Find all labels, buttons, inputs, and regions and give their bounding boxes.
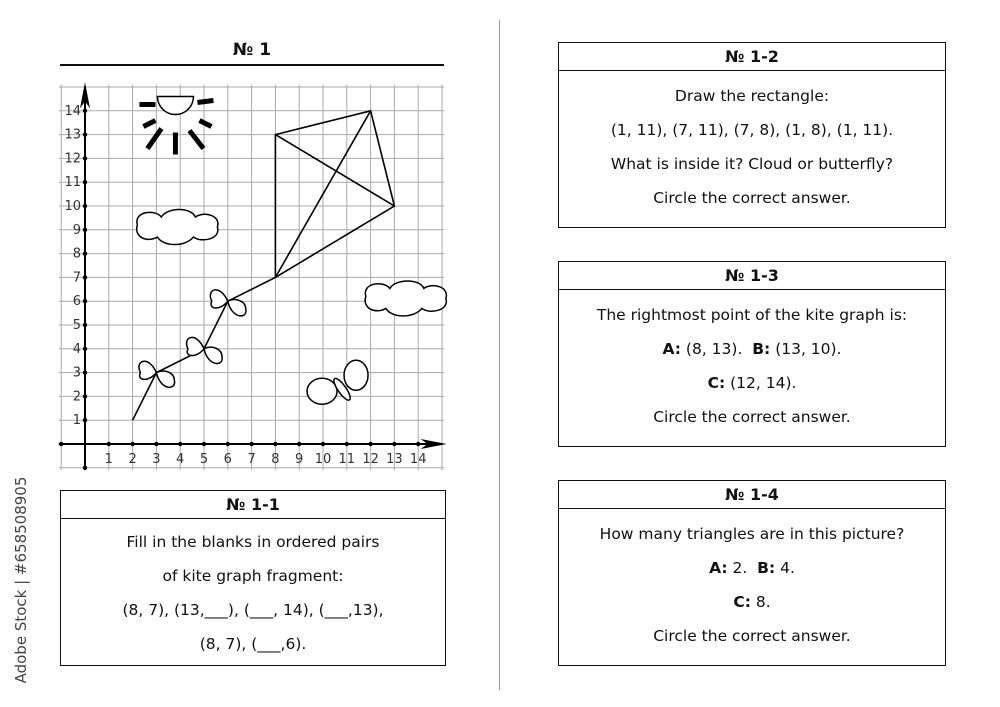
x-tick-label: 13	[386, 452, 403, 468]
task-1-1-box	[60, 490, 446, 666]
y-tick-label: 2	[72, 389, 81, 405]
task-line: Draw the rectangle:	[674, 87, 830, 105]
title-rule	[60, 64, 444, 66]
y-tick	[83, 204, 87, 208]
x-tick-label: 4	[176, 452, 185, 468]
task-1-2-box	[558, 42, 946, 228]
task-line: (8, 7), (___,6).	[199, 635, 307, 653]
y-tick	[83, 156, 87, 160]
series-kite-diagonal-1	[275, 135, 394, 206]
y-tick	[83, 251, 87, 255]
y-tick-label: 4	[72, 341, 81, 357]
exercise-title: № 1	[232, 40, 272, 60]
x-tick-label: 2	[128, 452, 137, 468]
sun-ray-icon	[199, 121, 211, 127]
task-header: № 1-4	[559, 481, 945, 509]
option-a-label: A:	[662, 340, 681, 358]
x-tick	[297, 442, 301, 446]
option-c-value: (12, 14).	[730, 374, 797, 392]
x-tick-label: 14	[409, 452, 427, 468]
x-tick-label: 1	[104, 452, 113, 468]
sun-ray-icon	[189, 131, 203, 149]
y-tick-label: 7	[72, 270, 81, 286]
x-tick-label: 8	[271, 452, 280, 468]
y-tick-label: 14	[64, 103, 81, 119]
task-line: Circle the correct answer.	[653, 408, 851, 426]
task-line: What is inside it? Cloud or butterfly?	[610, 155, 894, 173]
y-tick	[83, 180, 87, 184]
task-line: Circle the correct answer.	[653, 627, 851, 645]
task-line: of kite graph fragment:	[162, 567, 344, 585]
y-tick	[83, 299, 87, 303]
series-kite-outline	[275, 111, 394, 278]
task-line: Circle the correct answer.	[653, 189, 851, 207]
option-a-label: A:	[709, 559, 728, 577]
answer-option-c	[559, 366, 945, 400]
y-tick-label: 12	[64, 151, 81, 167]
task-line: The rightmost point of the kite graph is:	[596, 306, 908, 324]
y-tick	[83, 418, 87, 422]
cloud-icon	[365, 281, 446, 316]
task-header: № 1-2	[559, 43, 945, 71]
x-tick	[130, 442, 134, 446]
task-line: (8, 7), (13,___), (___, 14), (___,13),	[122, 601, 384, 619]
y-tick	[83, 109, 87, 113]
option-c-label: C:	[733, 593, 751, 611]
answer-options-ab	[559, 551, 945, 585]
option-a-value: (8, 13).	[685, 340, 743, 358]
answer-options-ab	[559, 332, 945, 366]
x-tick	[226, 442, 230, 446]
x-tick	[416, 442, 420, 446]
y-tick-label: 1	[72, 413, 81, 429]
cloud-icon	[137, 210, 218, 245]
answer-option-c	[559, 585, 945, 619]
y-tick-label: 11	[64, 175, 81, 191]
option-c-value: 8.	[755, 593, 771, 611]
x-tick	[345, 442, 349, 446]
task-1-4-box	[558, 480, 946, 666]
task-line: How many triangles are in this picture?	[599, 525, 905, 543]
x-tick-label: 9	[295, 452, 304, 468]
x-tick-label: 12	[362, 452, 379, 468]
task-header: № 1-1	[61, 491, 445, 519]
y-tick-label: 9	[72, 222, 81, 238]
sun-icon	[157, 97, 193, 115]
option-a-value: 2.	[732, 559, 748, 577]
option-c-label: C:	[707, 374, 726, 392]
x-tick	[178, 442, 182, 446]
x-tick	[321, 442, 325, 446]
butterfly-icon	[307, 378, 337, 404]
y-tick-label: 3	[72, 365, 81, 381]
y-tick-label: 6	[72, 294, 81, 310]
y-tick	[83, 347, 87, 351]
x-tick	[59, 442, 63, 446]
y-tick	[83, 394, 87, 398]
task-header: № 1-3	[559, 262, 945, 290]
option-b-label: B:	[752, 340, 771, 358]
option-b-value: (13, 10).	[775, 340, 842, 358]
butterfly-icon	[344, 360, 368, 390]
y-tick	[83, 323, 87, 327]
x-tick	[368, 442, 372, 446]
option-b-value: 4.	[780, 559, 795, 577]
x-tick-label: 3	[152, 452, 161, 468]
x-tick-label: 7	[247, 452, 256, 468]
y-tick-label: 13	[64, 127, 81, 143]
watermark-text: Adobe Stock | #658508905	[12, 476, 30, 684]
x-tick-label: 11	[338, 452, 356, 468]
x-tick	[202, 442, 206, 446]
watermark	[6, 465, 36, 695]
x-tick-label: 6	[223, 452, 232, 468]
x-tick	[273, 442, 277, 446]
y-tick	[83, 275, 87, 279]
x-tick	[154, 442, 158, 446]
task-line: Fill in the blanks in ordered pairs	[126, 533, 380, 551]
task-line: (1, 11), (7, 11), (7, 8), (1, 8), (1, 11).	[610, 121, 894, 139]
y-tick	[83, 370, 87, 374]
y-tick	[83, 228, 87, 232]
coordinate-graph	[0, 70, 500, 490]
x-tick-label: 10	[314, 452, 332, 468]
y-tick-label: 5	[72, 318, 81, 333]
x-tick-label: 5	[199, 452, 209, 468]
y-tick-label: 8	[72, 246, 81, 262]
y-tick	[83, 466, 87, 470]
sun-ray-icon	[143, 121, 155, 127]
sun-ray-icon	[197, 101, 213, 103]
option-b-label: B:	[757, 559, 776, 577]
y-tick	[83, 132, 87, 136]
x-tick	[392, 442, 396, 446]
task-1-3-box	[558, 261, 946, 447]
x-tick	[107, 442, 111, 446]
y-tick-label: 10	[64, 199, 81, 214]
sun-ray-icon	[147, 129, 161, 149]
x-tick	[249, 442, 253, 446]
